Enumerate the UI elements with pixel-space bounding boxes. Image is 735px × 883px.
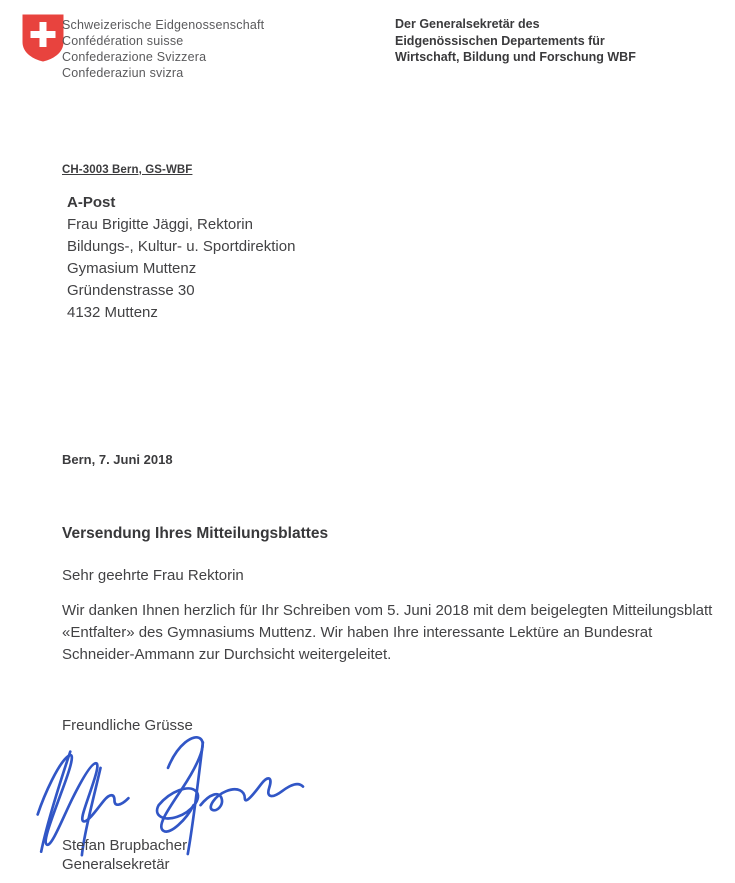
wordmark-line: Schweizerische Eidgenossenschaft [62, 18, 265, 32]
sender-department [395, 16, 636, 66]
body-paragraph: Wir danken Ihnen herzlich für Ihr Schreiben vom 5. Juni 2018 mit dem beigelegten Mitteilungsblatt «Entfalter» des Gymnasiums Muttenz. Wir haben Ihre interessante Lektüre an Bundesrat Schneider-Ammann zur Durchsicht weitergeleitet. [62, 602, 713, 663]
signer-title: Generalsekretär [62, 856, 170, 873]
return-address-line: CH-3003 Bern, GS-WBF [62, 164, 193, 176]
signer-name: Stefan Brupbacher [62, 837, 188, 854]
federal-wordmark [62, 17, 264, 81]
sender-line: Wirtschaft, Bildung und Forschung WBF [395, 50, 636, 64]
wordmark-line: Confédération suisse [62, 34, 184, 48]
recipient-line: 4132 Muttenz [67, 304, 158, 321]
wordmark-line: Confederazione Svizzera [62, 50, 207, 64]
recipient-line: Bildungs-, Kultur- u. Sportdirektion [67, 238, 296, 255]
sender-line: Eidgenössischen Departements für [395, 33, 605, 48]
subject-line: Versendung Ihres Mitteilungsblattes [62, 525, 329, 542]
recipient-line: Gymasium Muttenz [67, 260, 197, 277]
signer-block [62, 836, 187, 874]
recipient-line: Frau Brigitte Jäggi, Rektorin [67, 216, 253, 233]
swiss-coat-of-arms-icon [22, 14, 64, 62]
recipient-address [67, 192, 295, 324]
wordmark-line: Confederaziun svizra [62, 66, 184, 80]
sender-line: Der Generalsekretär des [395, 17, 540, 31]
salutation: Sehr geehrte Frau Rektorin [62, 567, 244, 584]
recipient-line: Gründenstrasse 30 [67, 282, 195, 299]
date-line: Bern, 7. Juni 2018 [62, 452, 173, 467]
delivery-mode: A-Post [67, 194, 116, 211]
closing-phrase: Freundliche Grüsse [62, 717, 193, 734]
